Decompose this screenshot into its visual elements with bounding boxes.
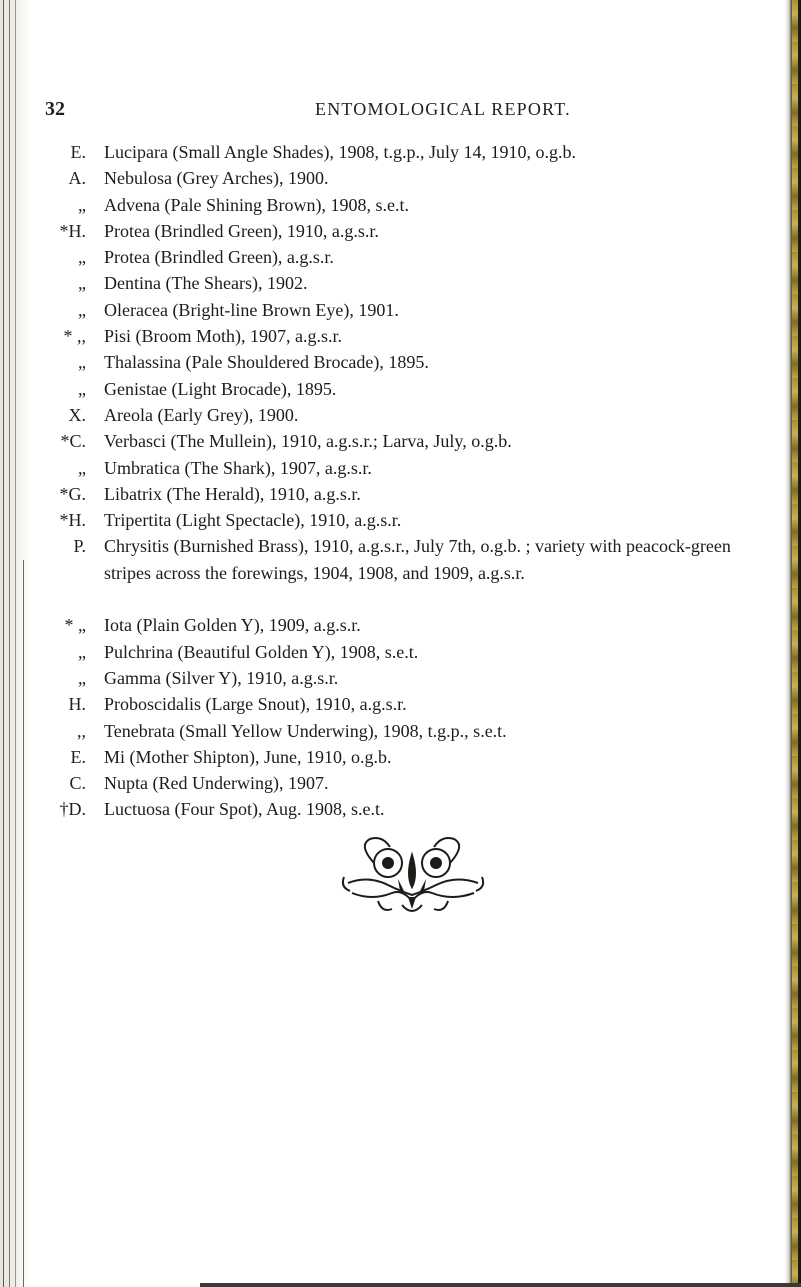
genus-mark: E. (70, 142, 86, 162)
list-item (40, 455, 750, 481)
list-item (40, 218, 750, 244)
genus-mark: „ (78, 378, 86, 399)
entry-text: Verbasci (The Mullein), 1910, a.g.s.r.; Larva, July, o.g.b. (104, 431, 512, 452)
list-item (40, 139, 750, 165)
entry-text: Thalassina (Pale Shouldered Brocade), 1895. (104, 352, 429, 373)
genus-mark: *G. (59, 483, 86, 504)
genus-mark: H. (68, 694, 86, 715)
gilt-page-edge (792, 0, 798, 1287)
list-item (40, 376, 750, 402)
list-item (40, 349, 750, 375)
genus-mark: *H. (59, 510, 86, 531)
entry-text: Libatrix (The Herald), 1910, a.g.s.r. (104, 483, 361, 504)
book-bottom-edge (200, 1283, 801, 1287)
genus-mark: X. (68, 404, 86, 425)
entry-text: Protea (Brindled Green), 1910, a.g.s.r. (104, 220, 379, 241)
entry-text: Dentina (The Shears), 1902. (104, 273, 308, 294)
genus-mark: „ (78, 667, 86, 688)
entry-text: Tripertita (Light Spectacle), 1910, a.g.s.r. (104, 510, 402, 531)
entry-text: Iota (Plain Golden Y), 1909, a.g.s.r. (104, 615, 361, 636)
list-item (40, 481, 750, 507)
entry-text: Pulchrina (Beautiful Golden Y), 1908, s.e.t. (104, 641, 419, 662)
list-item (40, 665, 750, 691)
genus-mark: „ (78, 352, 86, 373)
list-item (40, 428, 750, 454)
entry-text: Protea (Brindled Green), a.g.s.r. (104, 247, 334, 268)
tailpiece-ornament-icon (338, 835, 488, 917)
genus-mark: * ,, (63, 326, 86, 347)
list-item (40, 744, 750, 770)
genus-mark: „ (78, 641, 86, 662)
genus-mark: „ (78, 457, 86, 478)
list-item (40, 323, 750, 349)
list-item (40, 718, 750, 744)
genus-mark: P. (73, 536, 86, 557)
entry-text: Chrysitis (Burnished Brass), 1910, a.g.s.r., July 7th, o.g.b. ; variety with peacock-green stripes across the forewings, 1904, 1908, and 1909, a.g.s.r. (104, 536, 731, 583)
genus-mark: A. (68, 168, 86, 189)
entry-text: Gamma (Silver Y), 1910, a.g.s.r. (104, 667, 339, 688)
running-head: ENTOMOLOGICAL REPORT. (315, 99, 571, 119)
entry-text: Luctuosa (Four Spot), Aug. 1908, s.e.t. (104, 799, 385, 820)
genus-mark: „ (78, 273, 86, 294)
list-item (40, 192, 750, 218)
entry-text: Proboscidalis (Large Snout), 1910, a.g.s.r. (104, 694, 407, 715)
genus-mark: *H. (59, 220, 86, 241)
genus-mark: „ (78, 194, 86, 215)
list-item (40, 402, 750, 428)
book-gutter-edge (0, 0, 30, 1287)
genus-mark: *C. (60, 431, 86, 452)
genus-mark: „ (78, 299, 86, 320)
page-number: 32 (45, 98, 65, 120)
entry-text: Tenebrata (Small Yellow Underwing), 1908, t.g.p., s.e.t. (104, 720, 507, 741)
entry-text: Genistae (Light Brocade), 1895. (104, 378, 337, 399)
entry-text: Mi (Mother Shipton), June, 1910, o.g.b. (104, 746, 392, 767)
genus-mark: „ (78, 247, 86, 268)
genus-mark: C. (69, 773, 86, 794)
list-item (40, 770, 750, 796)
entry-text: Pisi (Broom Moth), 1907, a.g.s.r. (104, 326, 343, 347)
page-header (45, 98, 745, 128)
list-item (40, 612, 750, 638)
entry-text: Oleracea (Bright-line Brown Eye), 1901. (104, 299, 399, 320)
entry-text: Advena (Pale Shining Brown), 1908, s.e.t. (104, 194, 409, 215)
entry-text: Areola (Early Grey), 1900. (104, 404, 299, 425)
list-item (40, 507, 750, 533)
genus-mark: * „ (64, 615, 86, 636)
entry-text: Umbratica (The Shark), 1907, a.g.s.r. (104, 457, 372, 478)
genus-mark: †D. (59, 799, 86, 820)
list-item (40, 244, 750, 270)
list-item (40, 270, 750, 296)
entry-text: Nupta (Red Underwing), 1907. (104, 773, 329, 794)
list-item (40, 691, 750, 717)
list-item (40, 796, 750, 822)
species-list (40, 139, 750, 823)
genus-mark: ,, (77, 720, 86, 741)
entry-text: Nebulosa (Grey Arches), 1900. (104, 168, 329, 189)
entry-text: Lucipara (Small Angle Shades), 1908, t.g.p., July 14, 1910, o.g.b. (104, 142, 576, 162)
genus-mark: E. (70, 746, 86, 767)
list-item (40, 165, 750, 191)
list-item (40, 297, 750, 323)
list-item (40, 533, 750, 612)
list-item (40, 639, 750, 665)
